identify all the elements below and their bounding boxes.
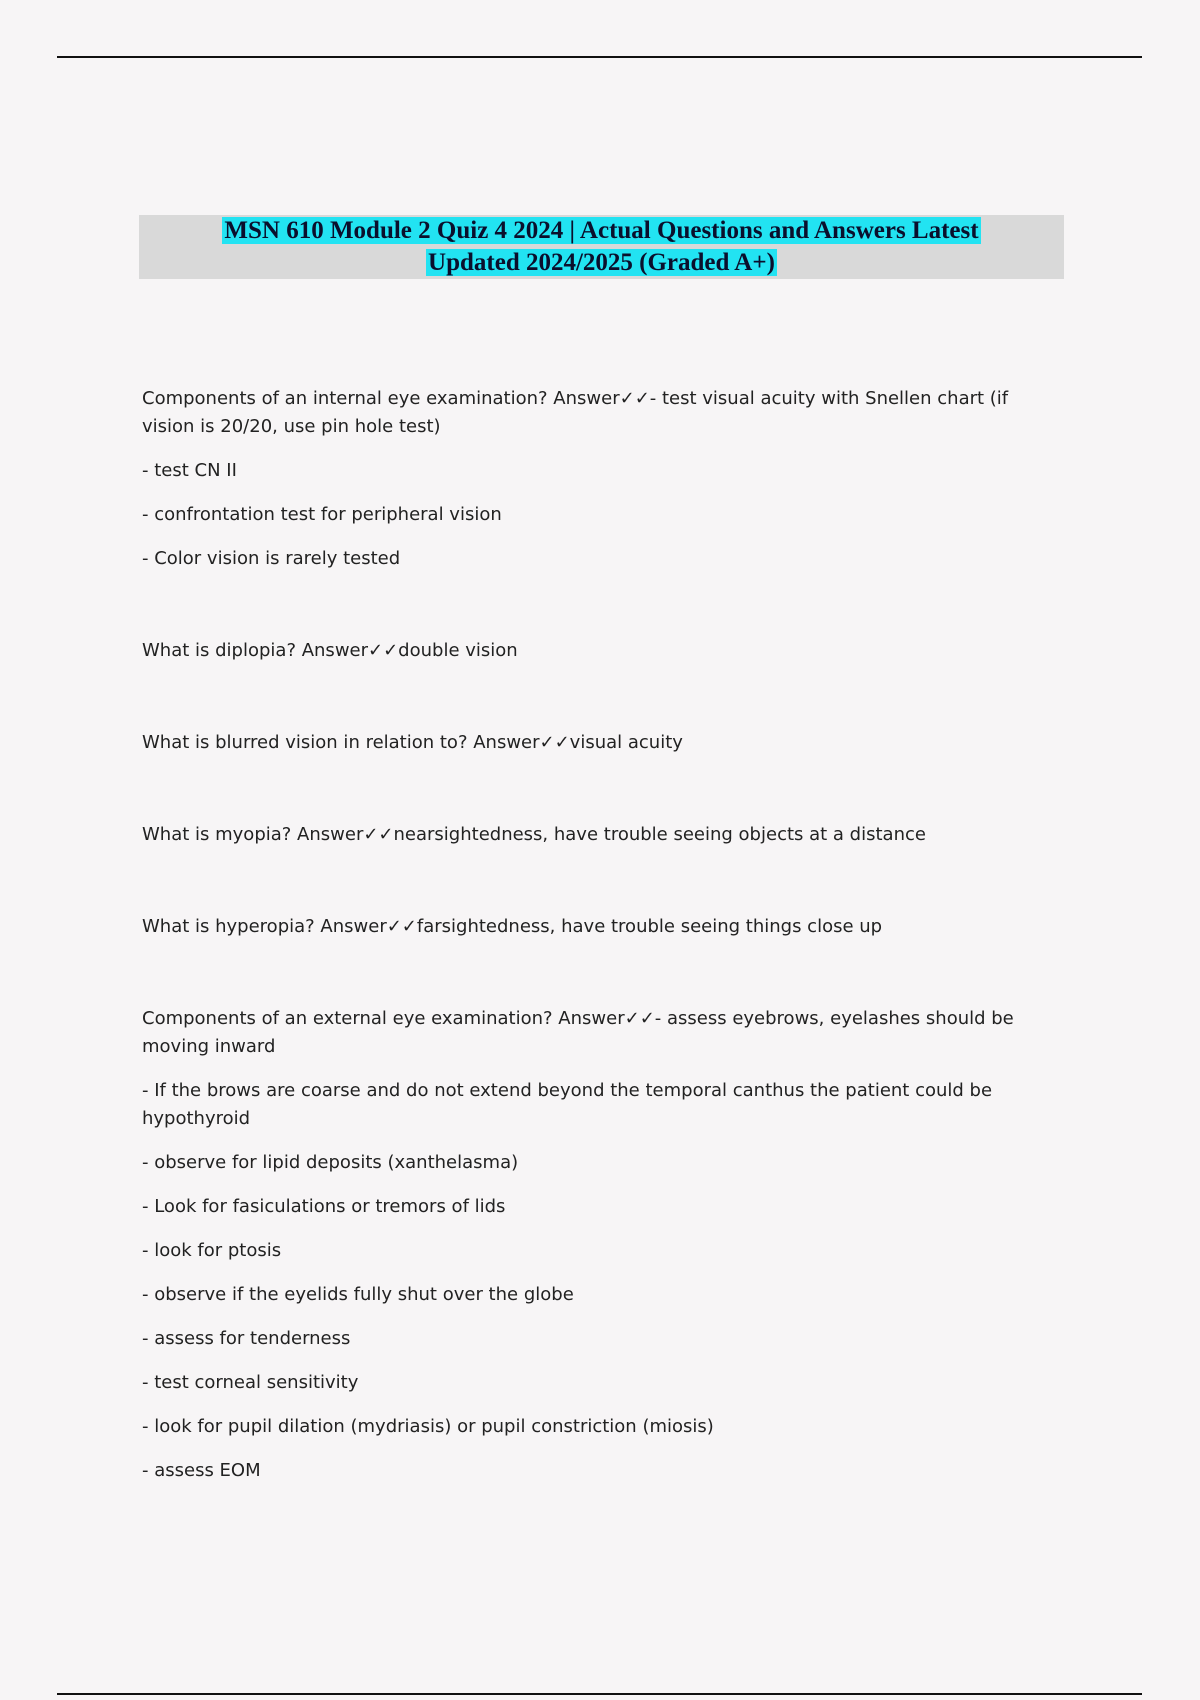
bullet-item: - Color vision is rarely tested (142, 548, 401, 569)
bullet-item: - look for ptosis (142, 1240, 282, 1261)
question-text: Components of an internal eye examination? Answer✓✓- test visual acuity with Snellen chart (if vision is 20/20, use pin hole test) (142, 388, 1009, 437)
bullet-item: - observe for lipid deposits (xanthelasma) (142, 1152, 519, 1173)
qa-item (142, 729, 1062, 757)
bullet-item: - test CN II (142, 460, 237, 481)
document-title (222, 215, 980, 279)
bullet-item: - assess for tenderness (142, 1328, 351, 1349)
bullet-item: - Look for fasiculations or tremors of lids (142, 1196, 506, 1217)
bottom-rule (57, 1693, 1142, 1695)
qa-item (142, 385, 1062, 573)
title-line-2: Updated 2024/2025 (Graded A+) (428, 249, 775, 276)
bullet-item: - observe if the eyelids fully shut over the globe (142, 1284, 574, 1305)
question-text: What is blurred vision in relation to? Answer✓✓visual acuity (142, 732, 683, 753)
document-title-box (139, 215, 1064, 279)
qa-item (142, 821, 1062, 849)
question-text: What is hyperopia? Answer✓✓farsightedness, have trouble seeing things close up (142, 916, 883, 937)
qa-item (142, 913, 1062, 941)
bullet-item: - look for pupil dilation (mydriasis) or pupil constriction (miosis) (142, 1416, 714, 1437)
title-line-1: MSN 610 Module 2 Quiz 4 2024 | Actual Questions and Answers Latest (224, 217, 979, 244)
qa-item (142, 1005, 1062, 1485)
qa-item (142, 637, 1062, 665)
question-text: What is myopia? Answer✓✓nearsightedness, have trouble seeing objects at a distance (142, 824, 926, 845)
question-text: What is diplopia? Answer✓✓double vision (142, 640, 518, 661)
question-text: Components of an external eye examination? Answer✓✓- assess eyebrows, eyelashes should be moving inward (142, 1008, 1014, 1057)
bullet-item: - test corneal sensitivity (142, 1372, 359, 1393)
bullet-item: - If the brows are coarse and do not extend beyond the temporal canthus the patient could be hypothyroid (142, 1080, 993, 1129)
qa-list (142, 385, 1062, 1485)
bullet-item: - confrontation test for peripheral vision (142, 504, 502, 525)
bullet-item: - assess EOM (142, 1460, 261, 1481)
top-rule (57, 56, 1142, 58)
